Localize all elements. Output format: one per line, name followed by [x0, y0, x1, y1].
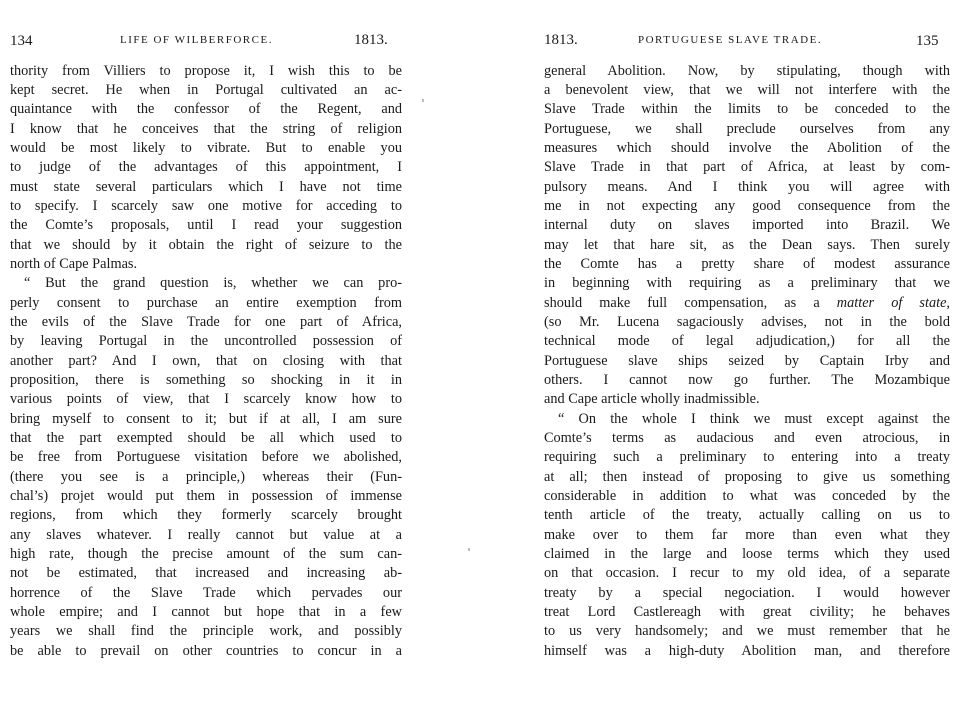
text-line: requiring such a preliminary to entering into a treaty: [544, 449, 950, 465]
text-line: to specify. I scarcely saw one motive for acceding to: [10, 198, 402, 214]
text-line: at all; then instead of proposing to give us something: [544, 469, 950, 485]
text-line: high rate, though the precise amount of the sum can-: [10, 546, 402, 562]
text-line: Slave Trade in that part of Africa, at least by com-: [544, 159, 950, 175]
text-line: north of Cape Palmas.: [10, 256, 138, 272]
text-line: himself was a high-duty Abolition man, and therefore: [544, 643, 950, 659]
text-line: internal duty on slaves imported into Brazil. We: [544, 217, 950, 233]
text-line: treat Lord Castlereagh with great civility; he behaves: [544, 604, 950, 620]
text-line: would be most likely to vibrate. But to enable you: [10, 140, 402, 156]
right-page: [490, 0, 980, 705]
text-line: horrence of the Slave Trade which pervades our: [10, 585, 402, 601]
text-line: perly consent to purchase an entire exemption from: [10, 295, 402, 311]
text-line: make over to them far more than even what they: [544, 527, 950, 543]
text-line: whole empire; and I cannot but hope that in a few: [10, 604, 402, 620]
text-line: (so Mr. Lucena sagaciously advises, not in the bold: [544, 314, 950, 330]
text-line: considerable in addition to what was conceded by the: [544, 488, 950, 504]
text-line: be able to prevail on other countries to concur in a: [10, 643, 402, 659]
text-line: various points of view, that I scarcely know how to: [10, 391, 402, 407]
text-line: measures which should involve the Abolition of the: [544, 140, 950, 156]
text-line: pulsory means. And I think you will agree with: [544, 179, 950, 195]
text-line: the Comte’s proposals, until I read your suggestion: [10, 217, 402, 233]
text-line: Portuguese, we shall preclude ourselves from any: [544, 121, 950, 137]
text-line: proposition, there is something so shocking in it in: [10, 372, 402, 388]
text-line: chal’s) projet would put them in possession of immense: [10, 488, 402, 504]
text-line: Comte’s terms as audacious and even atrocious, in: [544, 430, 950, 446]
text-line: to us very handsomely; and we must remember that he: [544, 623, 950, 639]
text-line: thority from Villiers to propose it, I wish this to be: [10, 63, 402, 79]
left-page-number: 134: [10, 33, 33, 49]
right-year: 1813.: [544, 32, 578, 48]
left-running-head: LIFE OF WILBERFORCE.: [120, 34, 273, 46]
text-line: Slave Trade within the limits to be conceded to the: [544, 101, 950, 117]
text-line: that we should by it obtain the right of seizure to the: [10, 237, 402, 253]
text-line: regions, from which they formerly scarcely brought: [10, 507, 402, 523]
paragraph-start: “ On the whole I think we must except against the: [558, 411, 950, 427]
text-line: others. I cannot now go further. The Mozambique: [544, 372, 950, 388]
text-line: another part? And I own, that on closing with that: [10, 353, 402, 369]
text-line: that the part exempted should be all which used to: [10, 430, 402, 446]
text-line: may let that hare sit, as the Dean says. Then surely: [544, 237, 950, 253]
text-line: I know that he conceives that the string of religion: [10, 121, 402, 137]
left-year: 1813.: [354, 32, 388, 48]
text-line-with-emphasis: [544, 294, 950, 313]
text-line: Portuguese slave ships seized by Captain Irby and: [544, 353, 950, 369]
stray-mark: [422, 99, 424, 102]
text-line: years we shall find the principle work, and possibly: [10, 623, 402, 639]
text-line: quaintance with the confessor of the Regent, and: [10, 101, 402, 117]
text-line: to judge of the advantages of this appointment, I: [10, 159, 402, 175]
text-line: on that occasion. I recur to my old idea, of a separate: [544, 565, 950, 581]
text-line: claimed in the large and loose terms which they used: [544, 546, 950, 562]
text-line: any slaves whatever. I really cannot but value at a: [10, 527, 402, 543]
paragraph-start: “ But the grand question is, whether we can pro-: [24, 275, 402, 291]
text-line: bring myself to consent to it; but if at all, I am sure: [10, 411, 402, 427]
text-line: the Comte has a pretty share of modest assurance: [544, 256, 950, 272]
text-line: technical mode of legal adjudication,) for all the: [544, 333, 950, 349]
stray-mark: [468, 548, 470, 551]
text-line: and Cape article wholly inadmissible.: [544, 391, 760, 407]
text-line: must state several particulars which I have not time: [10, 179, 402, 195]
text-line: treaty by a special negociation. I would however: [544, 585, 950, 601]
text-line: not be estimated, that increased and increasing ab-: [10, 565, 402, 581]
text-line: the evils of the Slave Trade for one part of Africa,: [10, 314, 402, 330]
text-line: be free from Portuguese visitation before we abolished,: [10, 449, 402, 465]
text-line: (there you see is a principle,) whereas their (Fun-: [10, 469, 402, 485]
text-line: a benevolent view, that we will not interfere with the: [544, 82, 950, 98]
text-line: me in not expecting any good consequence from the: [544, 198, 950, 214]
text-line: tenth article of the treaty, actually calling on us to: [544, 507, 950, 523]
text-line: in beginning with requiring as a preliminary that we: [544, 275, 950, 291]
text-segment: should make full compensation, as a: [544, 295, 820, 311]
emphasis-text: matter of state,: [836, 295, 950, 311]
right-page-number: 135: [916, 33, 939, 49]
text-line: general Abolition. Now, by stipulating, though with: [544, 63, 950, 79]
text-line: by leaving Portugal in the uncontrolled possession of: [10, 333, 402, 349]
right-running-head: PORTUGUESE SLAVE TRADE.: [638, 34, 823, 46]
text-line: kept secret. He when in Portugal cultivated an ac-: [10, 82, 402, 98]
